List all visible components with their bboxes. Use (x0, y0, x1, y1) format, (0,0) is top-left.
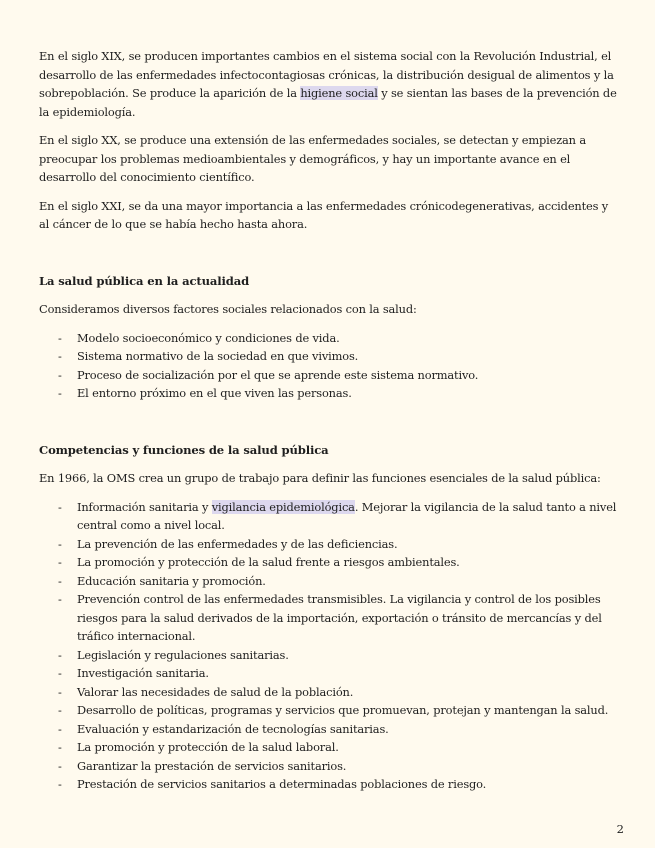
paragraph-xix (39, 47, 617, 121)
factors-list (39, 329, 617, 403)
paragraph-xx: En el siglo XX, se produce una extensión de las enfermedades sociales, se detectan y empiezan a preocupar los problemas medioambientales y demográficos, y hay un importante avance en el desarrollo del conocimiento científico. (39, 133, 586, 184)
highlight-higiene-social: higiene social (300, 86, 378, 100)
list-item-text: Evaluación y estandarización de tecnologías sanitarias. (77, 721, 389, 736)
section1-lead: Consideramos diversos factores sociales relacionados con la salud: (39, 302, 417, 316)
paragraph-xix-text-start: En el siglo XIX, se producen importantes cambios en el sistema social con la Revolución Industrial, el desarrollo de las enfermedades infectocontagiosas crónicas, la distribución desigual de alimentos y la sobrepoblación. Se produce la aparición de la (39, 49, 614, 100)
list-item-text: La promoción y protección de la salud laboral. (77, 740, 339, 754)
list-item-text: Educación sanitaria y promoción. (77, 573, 266, 588)
list-item-text: Legislación y regulaciones sanitarias. (77, 647, 289, 662)
list-item (39, 590, 617, 646)
list-item-text: Prevención control de las enfermedades transmisibles. La vigilancia y control de los posibles riesgos para la salud derivados de la importación, exportación o tránsito de mercancías y del tráfico internacional. (77, 592, 602, 643)
list-item (39, 347, 617, 366)
list-item-text: Valorar las necesidades de salud de la población. (77, 684, 354, 699)
list-item-text: Prestación de servicios sanitarios a determinadas poblaciones de riesgo. (77, 777, 487, 791)
bullet-dash: - (58, 555, 62, 569)
list-item-text: La promoción y protección de la salud frente a riesgos ambientales. (77, 555, 460, 569)
section2-lead: En 1966, la OMS crea un grupo de trabajo para definir las funciones esenciales de la salud pública: (39, 471, 601, 485)
paragraph-xxi: En el siglo XXI, se da una mayor importancia a las enfermedades crónicodegenerativas, accidentes y al cáncer de lo que se había hecho hasta ahora. (39, 198, 609, 231)
list-item (39, 738, 617, 757)
list-item (39, 683, 617, 702)
bullet-dash: - (58, 330, 62, 345)
list-item (39, 757, 617, 776)
functions-list (39, 498, 617, 794)
list-item (39, 701, 617, 720)
heading-competencias-funciones: Competencias y funciones de la salud pública (39, 442, 329, 457)
list-item-text-end: . Mejorar la vigilancia de la salud tanto a nivel central como a nivel local. (77, 499, 617, 532)
list-item-text: Proceso de socialización por el que se aprende este sistema normativo. (77, 367, 479, 382)
bullet-dash: - (58, 758, 62, 773)
list-item-text: Investigación sanitaria. (77, 666, 209, 680)
page-number: 2 (616, 822, 624, 836)
list-item-text: Modelo socioeconómico y condiciones de vida. (77, 330, 340, 345)
list-item (39, 498, 617, 535)
bullet-dash: - (58, 684, 62, 699)
section-spacer (39, 244, 617, 272)
bullet-dash: - (58, 536, 62, 551)
list-item (39, 720, 617, 739)
bullet-dash: - (58, 367, 62, 382)
bullet-dash: - (58, 721, 62, 736)
heading-salud-publica-actualidad: La salud pública en la actualidad (39, 273, 250, 288)
list-item (39, 535, 617, 554)
list-item-text: Garantizar la prestación de servicios sanitarios. (77, 758, 347, 773)
list-item-text: La prevención de las enfermedades y de las deficiencias. (77, 536, 398, 551)
paragraph-xix-text-end: y se sientan las bases de la prevención de la epidemiología. (39, 86, 617, 119)
bullet-dash: - (58, 573, 62, 588)
list-item (39, 775, 617, 794)
bullet-dash: - (58, 592, 62, 606)
bullet-dash: - (58, 349, 62, 363)
bullet-dash: - (58, 666, 62, 680)
list-item-text-start: Información sanitaria y (77, 499, 212, 514)
bullet-dash: - (58, 740, 62, 754)
list-item (39, 384, 617, 403)
list-item (39, 572, 617, 591)
bullet-dash: - (58, 777, 62, 791)
bullet-dash: - (58, 647, 62, 662)
list-item-text: El entorno próximo en el que viven las personas. (77, 386, 352, 400)
list-item (39, 553, 617, 572)
bullet-dash: - (58, 386, 62, 400)
document-body (39, 47, 617, 804)
bullet-dash: - (58, 499, 62, 514)
list-item-text: Sistema normativo de la sociedad en que vivimos. (77, 349, 359, 363)
list-item (39, 646, 617, 665)
list-item (39, 329, 617, 348)
list-item-text: Desarrollo de políticas, programas y servicios que promuevan, protejan y mantengan la salud. (77, 703, 609, 717)
list-item (39, 366, 617, 385)
highlight-vigilancia-epidemiologica: vigilancia epidemiológica (211, 499, 355, 514)
section-spacer (39, 413, 617, 441)
bullet-dash: - (58, 703, 62, 717)
list-item (39, 664, 617, 683)
